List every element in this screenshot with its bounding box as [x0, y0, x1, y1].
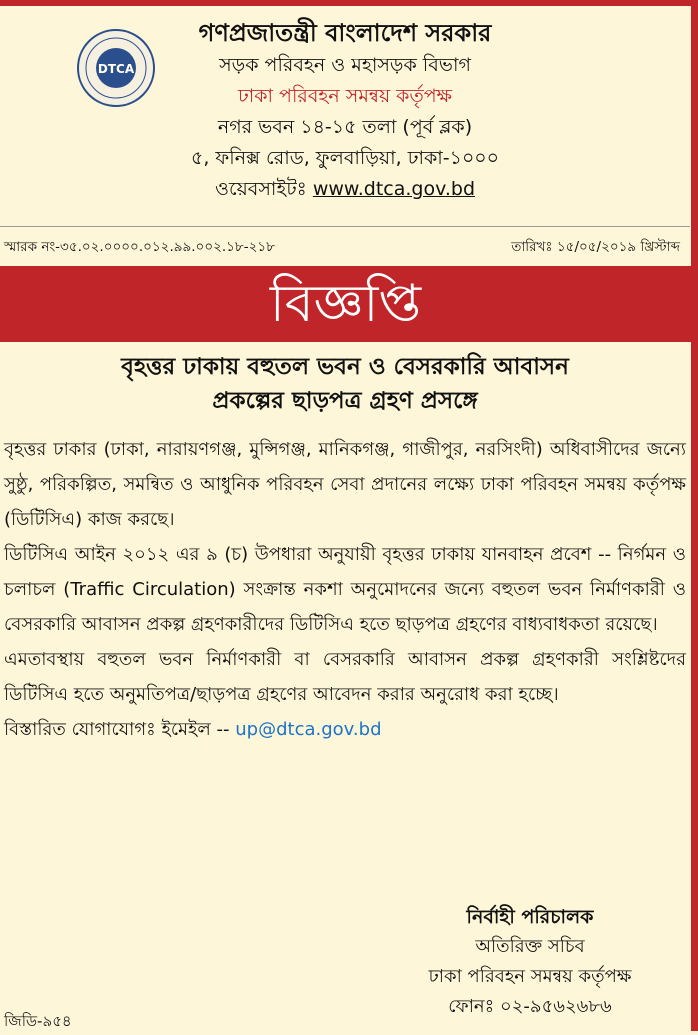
signatory-org: ঢাকা পরিবহন সমন্বয় কর্তৃপক্ষ [428, 966, 632, 987]
subject-line-1: বৃহত্তর ঢাকায় বহুতল ভবন ও বেসরকারি আবাসন [121, 354, 569, 380]
street-address: ৫, ফনিক্স রোড, ফুলবাড়িয়া, ঢাকা-১০০০ [190, 147, 500, 169]
website-label: ওয়েবসাইটঃ [214, 178, 307, 200]
website-line [0, 174, 690, 205]
notice-subject [0, 350, 690, 418]
signatory-title: নির্বাহী পরিচালক [466, 906, 594, 928]
gd-number: জিডি-৯৫৪ [4, 1012, 72, 1030]
body-paragraph-1: বৃহত্তর ঢাকার (ঢাকা, নারায়ণগঞ্জ, মুন্সিগঞ্জ, মানিকগঞ্জ, গাজীপুর, নরসিংদী) অধিবাসীদের জন্যে সুষ্ঠু, পরিকল্পিত, সমন্বিত ও আধুনিক পরিবহন সেবা প্রদানের লক্ষ্যে ঢাকা পরিবহন সমন্বয় কর্তৃপক্ষ (ডিটিসিএ) কাজ করছে। [4, 439, 686, 530]
building-address: নগর ভবন ১৪-১৫ তলা (পূর্ব ব্লক) [217, 116, 473, 138]
top-border [0, 0, 698, 6]
body-paragraph-2: ডিটিসিএ আইন ২০১২ এর ৯ (চ) উপধারা অনুযায়ী বৃহত্তর ঢাকায় যানবাহন প্রবেশ -- নির্গমন ও চলাচল (Traffic Circulation) সংক্রান্ত নকশা অনুমোদনের জন্যে বহুতল ভবন নির্মাণকারী ও বেসরকারি আবাসন প্রকল্প গ্রহণকারীদের ডিটিসিএ হতে ছাড়পত্র গ্রহণের বাধ্যবাধকতা রয়েছে। [4, 544, 686, 635]
signatory-rank: অতিরিক্ত সচিব [475, 936, 585, 957]
notice-body [4, 432, 686, 747]
signatory-phone: ফোনঃ ০২-৯৫৬২৬৮৬ [448, 996, 612, 1017]
contact-line [4, 712, 686, 747]
website-link[interactable]: www.dtca.gov.bd [312, 178, 476, 200]
subject-line-2: প্রকল্পের ছাড়পত্র গ্রহণ প্রসঙ্গে [212, 388, 478, 414]
letterhead [0, 16, 690, 205]
notice-date: তারিখঃ ১৫/০৫/২০১৯ খ্রিস্টাব্দ [511, 239, 680, 255]
right-border [691, 0, 698, 1031]
header-divider [0, 226, 690, 227]
body-paragraph-3: এমতাবস্থায় বহুতল ভবন নির্মাণকারী বা বেসরকারি আবাসন প্রকল্প গ্রহণকারী সংশ্লিষ্টদের ডিটিসিএ হতে অনুমতিপত্র/ছাড়পত্র গ্রহণের আবেদন করার অনুরোধ করা হচ্ছে। [4, 649, 686, 705]
signature-block [380, 902, 680, 1022]
authority-name: ঢাকা পরিবহন সমন্বয় কর্তৃপক্ষ [237, 85, 453, 107]
division-name: সড়ক পরিবহন ও মহাসড়ক বিভাগ [219, 54, 471, 76]
contact-email-link[interactable]: up@dtca.gov.bd [235, 719, 382, 740]
contact-label: বিস্তারিত যোগাযোগঃ ইমেইল -- [4, 719, 236, 740]
government-name: গণপ্রজাতন্ত্রী বাংলাদেশ সরকার [198, 19, 492, 47]
svg-text:DTCA: DTCA [97, 62, 135, 76]
notice-banner: বিজ্ঞপ্তি [0, 266, 691, 342]
memo-number: স্মারক নং-৩৫.০২.০০০০.০১২.৯৯.০০২.১৮-২১৮ [4, 239, 275, 255]
